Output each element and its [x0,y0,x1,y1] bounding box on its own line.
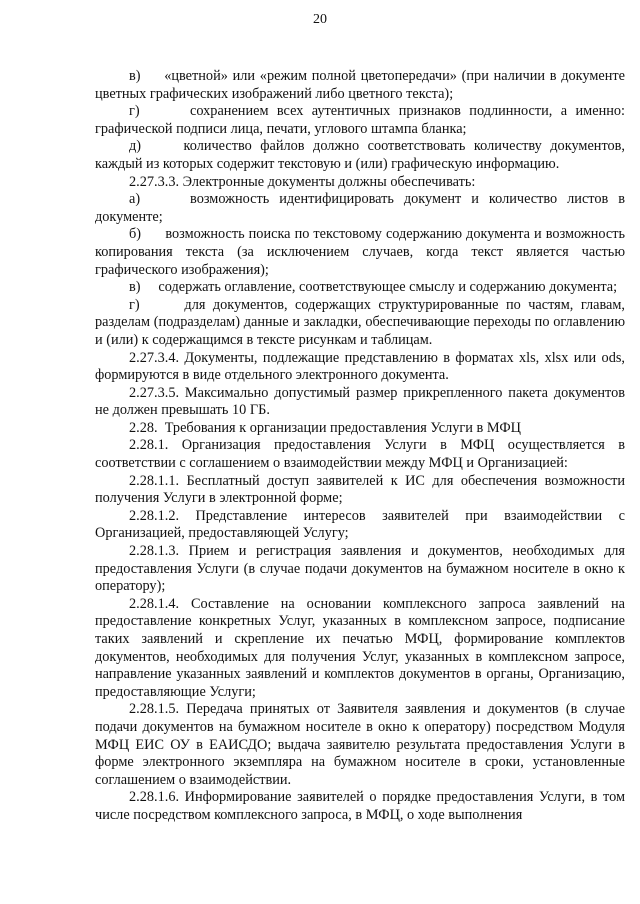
paragraph-2-27-3-5: 2.27.3.5. Максимально допустимый размер прикрепленного пакета документов не должен превышать 10 ГБ. [95,384,625,419]
paragraph-item-v-contents: в) содержать оглавление, соответствующее смыслу и содержанию документа; [129,279,618,296]
document-body [95,68,625,825]
paragraph-item-b-search: б) возможность поиска по текстовому содержанию документа и возможность копирования текста (за исключением случаев, когда текст является частью графического изображения); [95,226,625,278]
page-number: 20 [313,12,327,27]
paragraph-2-28-1-2: 2.28.1.2. Представление интересов заявителей при взаимодействии с Организацией, предоставляющей Услугу; [95,507,625,542]
paragraph-item-v-color-mode: в) «цветной» или «режим полной цветопередачи» (при наличии в документе цветных графических изображений либо цветного текста); [95,68,625,102]
paragraph-2-28-1-1: 2.28.1.1. Бесплатный доступ заявителей к ИС для обеспечения возможности получения Услуги в электронной форме; [95,472,625,507]
paragraph-2-28-1: 2.28.1. Организация предоставления Услуги в МФЦ осуществляется в соответствии с соглашением о взаимодействии между МФЦ и Организацией: [95,437,625,472]
paragraph-2-28-1-4: 2.28.1.4. Составление на основании комплексного запроса заявлений на предоставление конкретных Услуг, указанных в комплексном запросе, подписание таких заявлений и скрепление их печатью МФЦ, формирование комплектов документов, необходимых для получения Услуг, указанных в комплексном запросе, направление указанных заявлений и комплектов документов в органы, Организацию, предоставляющие Услуги; [95,595,625,700]
paragraph-item-g-bookmarks: г) для документов, содержащих структурированные по частям, главам, разделам (подразделам) данные и закладки, обеспечивающие переходы по оглавлению и (или) к содержащимся в тексте рисункам и таблицам. [95,296,625,348]
paragraph-item-d-file-count: д) количество файлов должно соответствовать количеству документов, каждый из которых содержит текстовую и (или) графическую информацию. [95,138,625,172]
paragraph-2-27-3-4: 2.27.3.4. Документы, подлежащие представлению в форматах xls, xlsx или ods, формируются в виде отдельного электронного документа. [95,349,625,384]
paragraph-item-g-authenticity: г) сохранением всех аутентичных признаков подлинности, а именно: графической подписи лица, печати, углового штампа бланка; [95,103,625,137]
section-heading-2-28: 2.28. Требования к организации предоставления Услуги в МФЦ [129,419,521,436]
paragraph-2-28-1-6: 2.28.1.6. Информирование заявителей о порядке предоставления Услуги, в том числе посредством комплексного запроса, в МФЦ, о ходе выполнения [95,789,625,823]
paragraph-2-27-3-3: 2.27.3.3. Электронные документы должны обеспечивать: [129,173,476,190]
paragraph-2-28-1-3: 2.28.1.3. Прием и регистрация заявления и документов, необходимых для предоставления Услуги (в случае подачи документов на бумажном носителе в окно к оператору); [95,543,625,595]
paragraph-item-a-identify: а) возможность идентифицировать документ и количество листов в документе; [95,191,625,225]
paragraph-2-28-1-5: 2.28.1.5. Передача принятых от Заявителя заявления и документов (в случае подачи документов на бумажном носителе в окно к оператору) посредством Модуля МФЦ ЕИС ОУ в ЕАИСДО; выдача заявителю результата предоставления Услуги в форме электронного экземпляра на бумажном носителе в сроки, установленные соглашением о взаимодействии. [95,701,625,788]
